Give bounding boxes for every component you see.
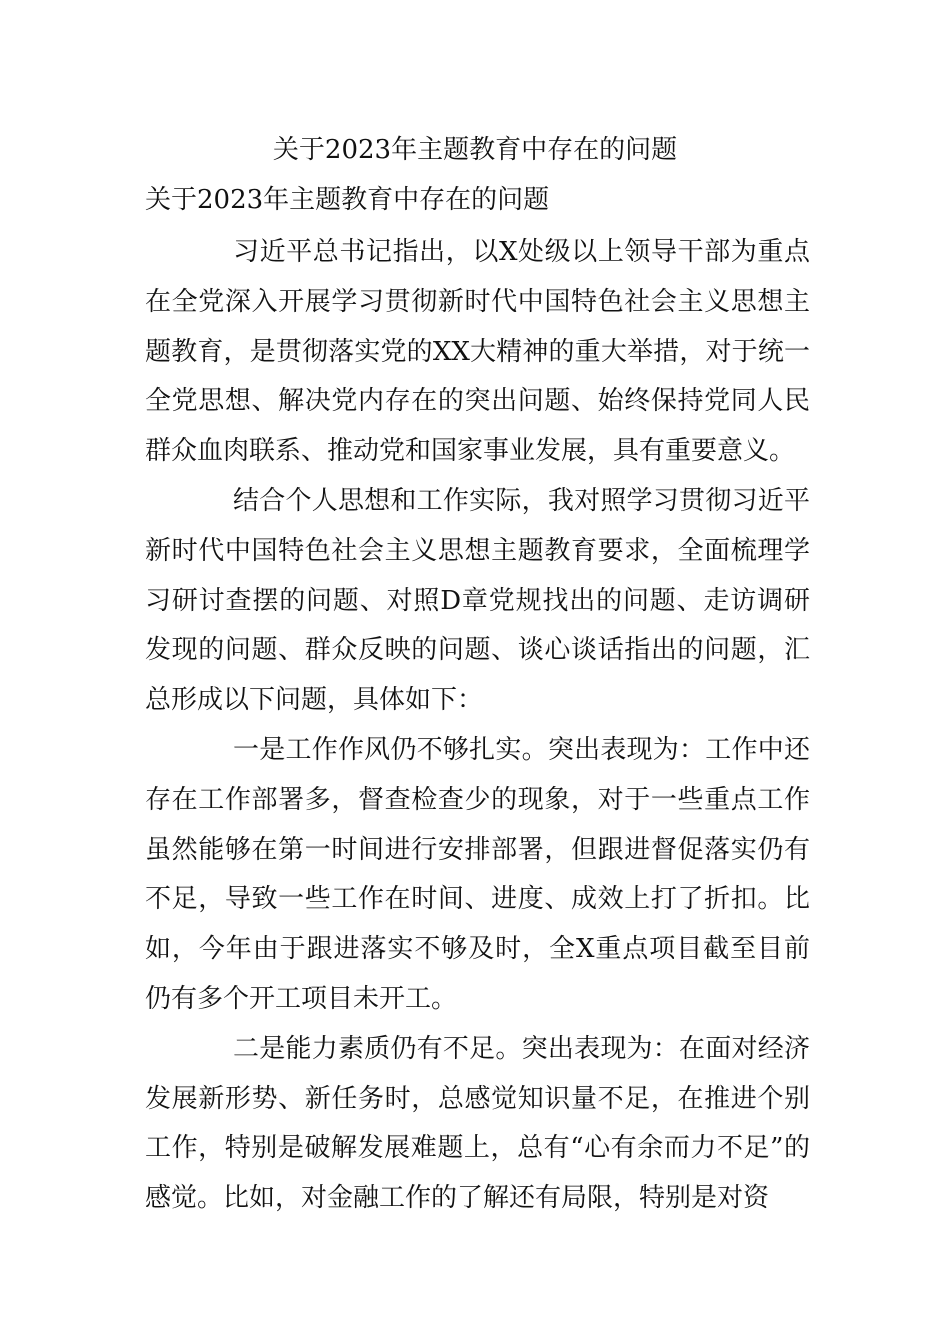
paragraph-issue-ability: 二是能力素质仍有不足。突出表现为：在面对经济发展新形势、新任务时，总感觉知识量不足，在推进个别工作，特别是破解发展难题上，总有“心有余而力不足”的感觉。比如，对金融工作的了解还有局限，特别是对资 <box>145 1033 810 1214</box>
paragraph-summary: 结合个人思想和工作实际，我对照学习贯彻习近平新时代中国特色社会主义思想主题教育要求，全面梳理学习研讨查摆的问题、对照D章党规找出的问题、走访调研发现的问题、群众反映的问题、谈心谈话指出的问题，汇总形成以下问题，具体如下： <box>145 485 810 716</box>
paragraph-issue-work-style: 一是工作作风仍不够扎实。突出表现为：工作中还存在工作部署多，督查检查少的现象，对于一些重点工作虽然能够在第一时间进行安排部署，但跟进督促落实仍有不足，导致一些工作在时间、进度、成效上打了折扣。比如，今年由于跟进落实不够及时，全X重点项目截至目前仍有多个开工项目未开工。 <box>145 734 810 1014</box>
document-body <box>145 228 810 1224</box>
paragraph-intro: 习近平总书记指出，以X处级以上领导干部为重点在全党深入开展学习贯彻新时代中国特色社会主义思想主题教育，是贯彻落实党的XX大精神的重大举措，对于统一全党思想、解决党内存在的突出问题、始终保持党同人民群众血肉联系、推动党和国家事业发展，具有重要意义。 <box>145 237 810 467</box>
document-subtitle: 关于2023年主题教育中存在的问题 <box>145 185 550 215</box>
document-title: 关于2023年主题教育中存在的问题 <box>272 135 678 165</box>
